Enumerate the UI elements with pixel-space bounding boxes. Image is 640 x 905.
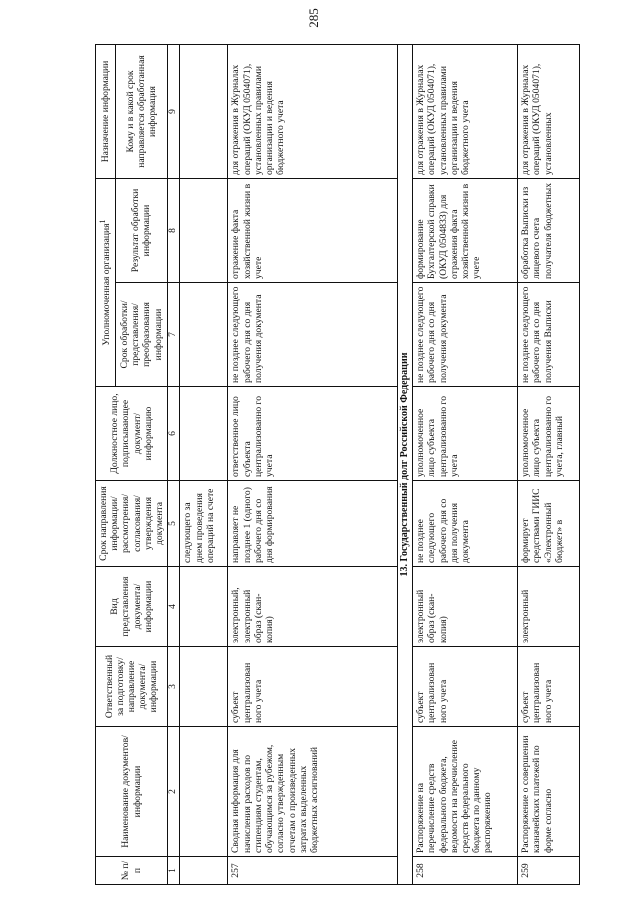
cell-purpose: для отражения в Журналах операций (ОКУД 0504071), установленных правилами организации и ведения бюджетного учета <box>228 45 398 179</box>
header-deadline: Срок направления информации/ рассмотрения/ согласования/ утверждения документа <box>96 481 168 567</box>
cell-doc-name: Сводная информация для начисления расходов по стипендиям студентам, обучающимся за рубежом, согласно утвержденным отчетам о произведенных затратах выделенных бюджетных ассигнований <box>228 727 398 857</box>
column-number: 3 <box>168 647 180 727</box>
header-authorized-org: Уполномоченная организация$^1$ <box>96 179 116 387</box>
header-processing-term: Срок обработки/ представления/ преобразования информации <box>115 283 168 387</box>
column-number: 5 <box>168 481 180 567</box>
cell-purpose: для отражения в Журналах операций (ОКУД 0504071), установленных правилами организации и ведения бюджетного учета <box>413 45 518 179</box>
cell-number: 257 <box>228 857 398 885</box>
column-number: 2 <box>168 727 180 857</box>
cell-result: обработка Выписки из лицевого счета получателя бюджетных <box>518 179 580 283</box>
table-row-257 <box>228 45 398 885</box>
header-form: Вид представления документа/ информации <box>96 567 168 647</box>
header-result: Результат обработки информации <box>115 179 168 283</box>
section-title: 13. Государственный долг Российской Федерации <box>398 45 413 885</box>
cell-deadline: формирует средствами ГИИС «Электронный бюджет» в <box>518 481 580 567</box>
cell-responsible: субъект централизован ного учета <box>413 647 518 727</box>
cell-signer: уполномоченное лицо субъекта централизованно го учета, главный <box>518 387 580 481</box>
header-number: № п/п <box>96 857 168 885</box>
cell-processing-term: не позднее следующего рабочего дня со дня получения документа <box>413 283 518 387</box>
header-purpose-sub: Кому и в какой срок направляется обработанная информация <box>115 45 168 179</box>
column-number: 1 <box>168 857 180 885</box>
table-row-259 <box>518 45 580 885</box>
cell-result: отражение факта хозяйственной жизни в учете <box>228 179 398 283</box>
cell-responsible: субъект централизован ного учета <box>518 647 580 727</box>
header-signer: Должностное лицо, подписывающее документ/ информацию <box>96 387 168 481</box>
column-number: 6 <box>168 387 180 481</box>
table-row-continuation <box>180 45 228 885</box>
cell-number: 258 <box>413 857 518 885</box>
cell-processing-term: не позднее следующего рабочего дня со дня получения документа <box>228 283 398 387</box>
table-row-258 <box>413 45 518 885</box>
column-number: 4 <box>168 567 180 647</box>
cell-deadline: следующего за днем проведения операций на счете <box>180 481 228 567</box>
cell-form: электронный образ (скан-копия) <box>413 567 518 647</box>
cell-number: 259 <box>518 857 580 885</box>
header-purpose: Назначение информации <box>96 45 116 179</box>
section-row <box>398 45 413 885</box>
cell-form: электронный <box>518 567 580 647</box>
cell-responsible: субъект централизован ного учета <box>228 647 398 727</box>
rotated-table-container <box>95 45 565 885</box>
cell-purpose: для отражения в Журналах операций (ОКУД 0504071), установленных <box>518 45 580 179</box>
column-number: 7 <box>168 283 180 387</box>
cell-result: формирование Бухгалтерской справки (ОКУД 0504833) для отражения факта хозяйственной жизни в учете <box>413 179 518 283</box>
cell-deadline: направляет не позднее 1 (одного) рабочего дня со дня формирования <box>228 481 398 567</box>
cell-signer: уполномоченное лицо субъекта централизованно го учета <box>413 387 518 481</box>
document-table <box>95 44 580 885</box>
cell-signer: ответственное лицо субъекта централизованно го учета <box>228 387 398 481</box>
column-number: 8 <box>168 179 180 283</box>
header-doc-name: Наименование документов/ информации <box>96 727 168 857</box>
cell-processing-term: не позднее следующего рабочего дня со дня получения Выписки <box>518 283 580 387</box>
cell-doc-name: Распоряжение на перечисление средств федерального бюджета, ведомости на перечисление средств федерального бюджета по данному распоряжению <box>413 727 518 857</box>
header-responsible: Ответственный за подготовку/ направление документа/ информации <box>96 647 168 727</box>
column-number: 9 <box>168 45 180 179</box>
cell-deadline: не позднее следующего рабочего дня со дня получения документа <box>413 481 518 567</box>
page-number: 285 <box>306 8 321 28</box>
cell-form: электронный, электронный образ (скан-копия) <box>228 567 398 647</box>
cell-doc-name: Распоряжение о совершении казначейских платежей по форме согласно <box>518 727 580 857</box>
column-number-row <box>168 45 180 885</box>
